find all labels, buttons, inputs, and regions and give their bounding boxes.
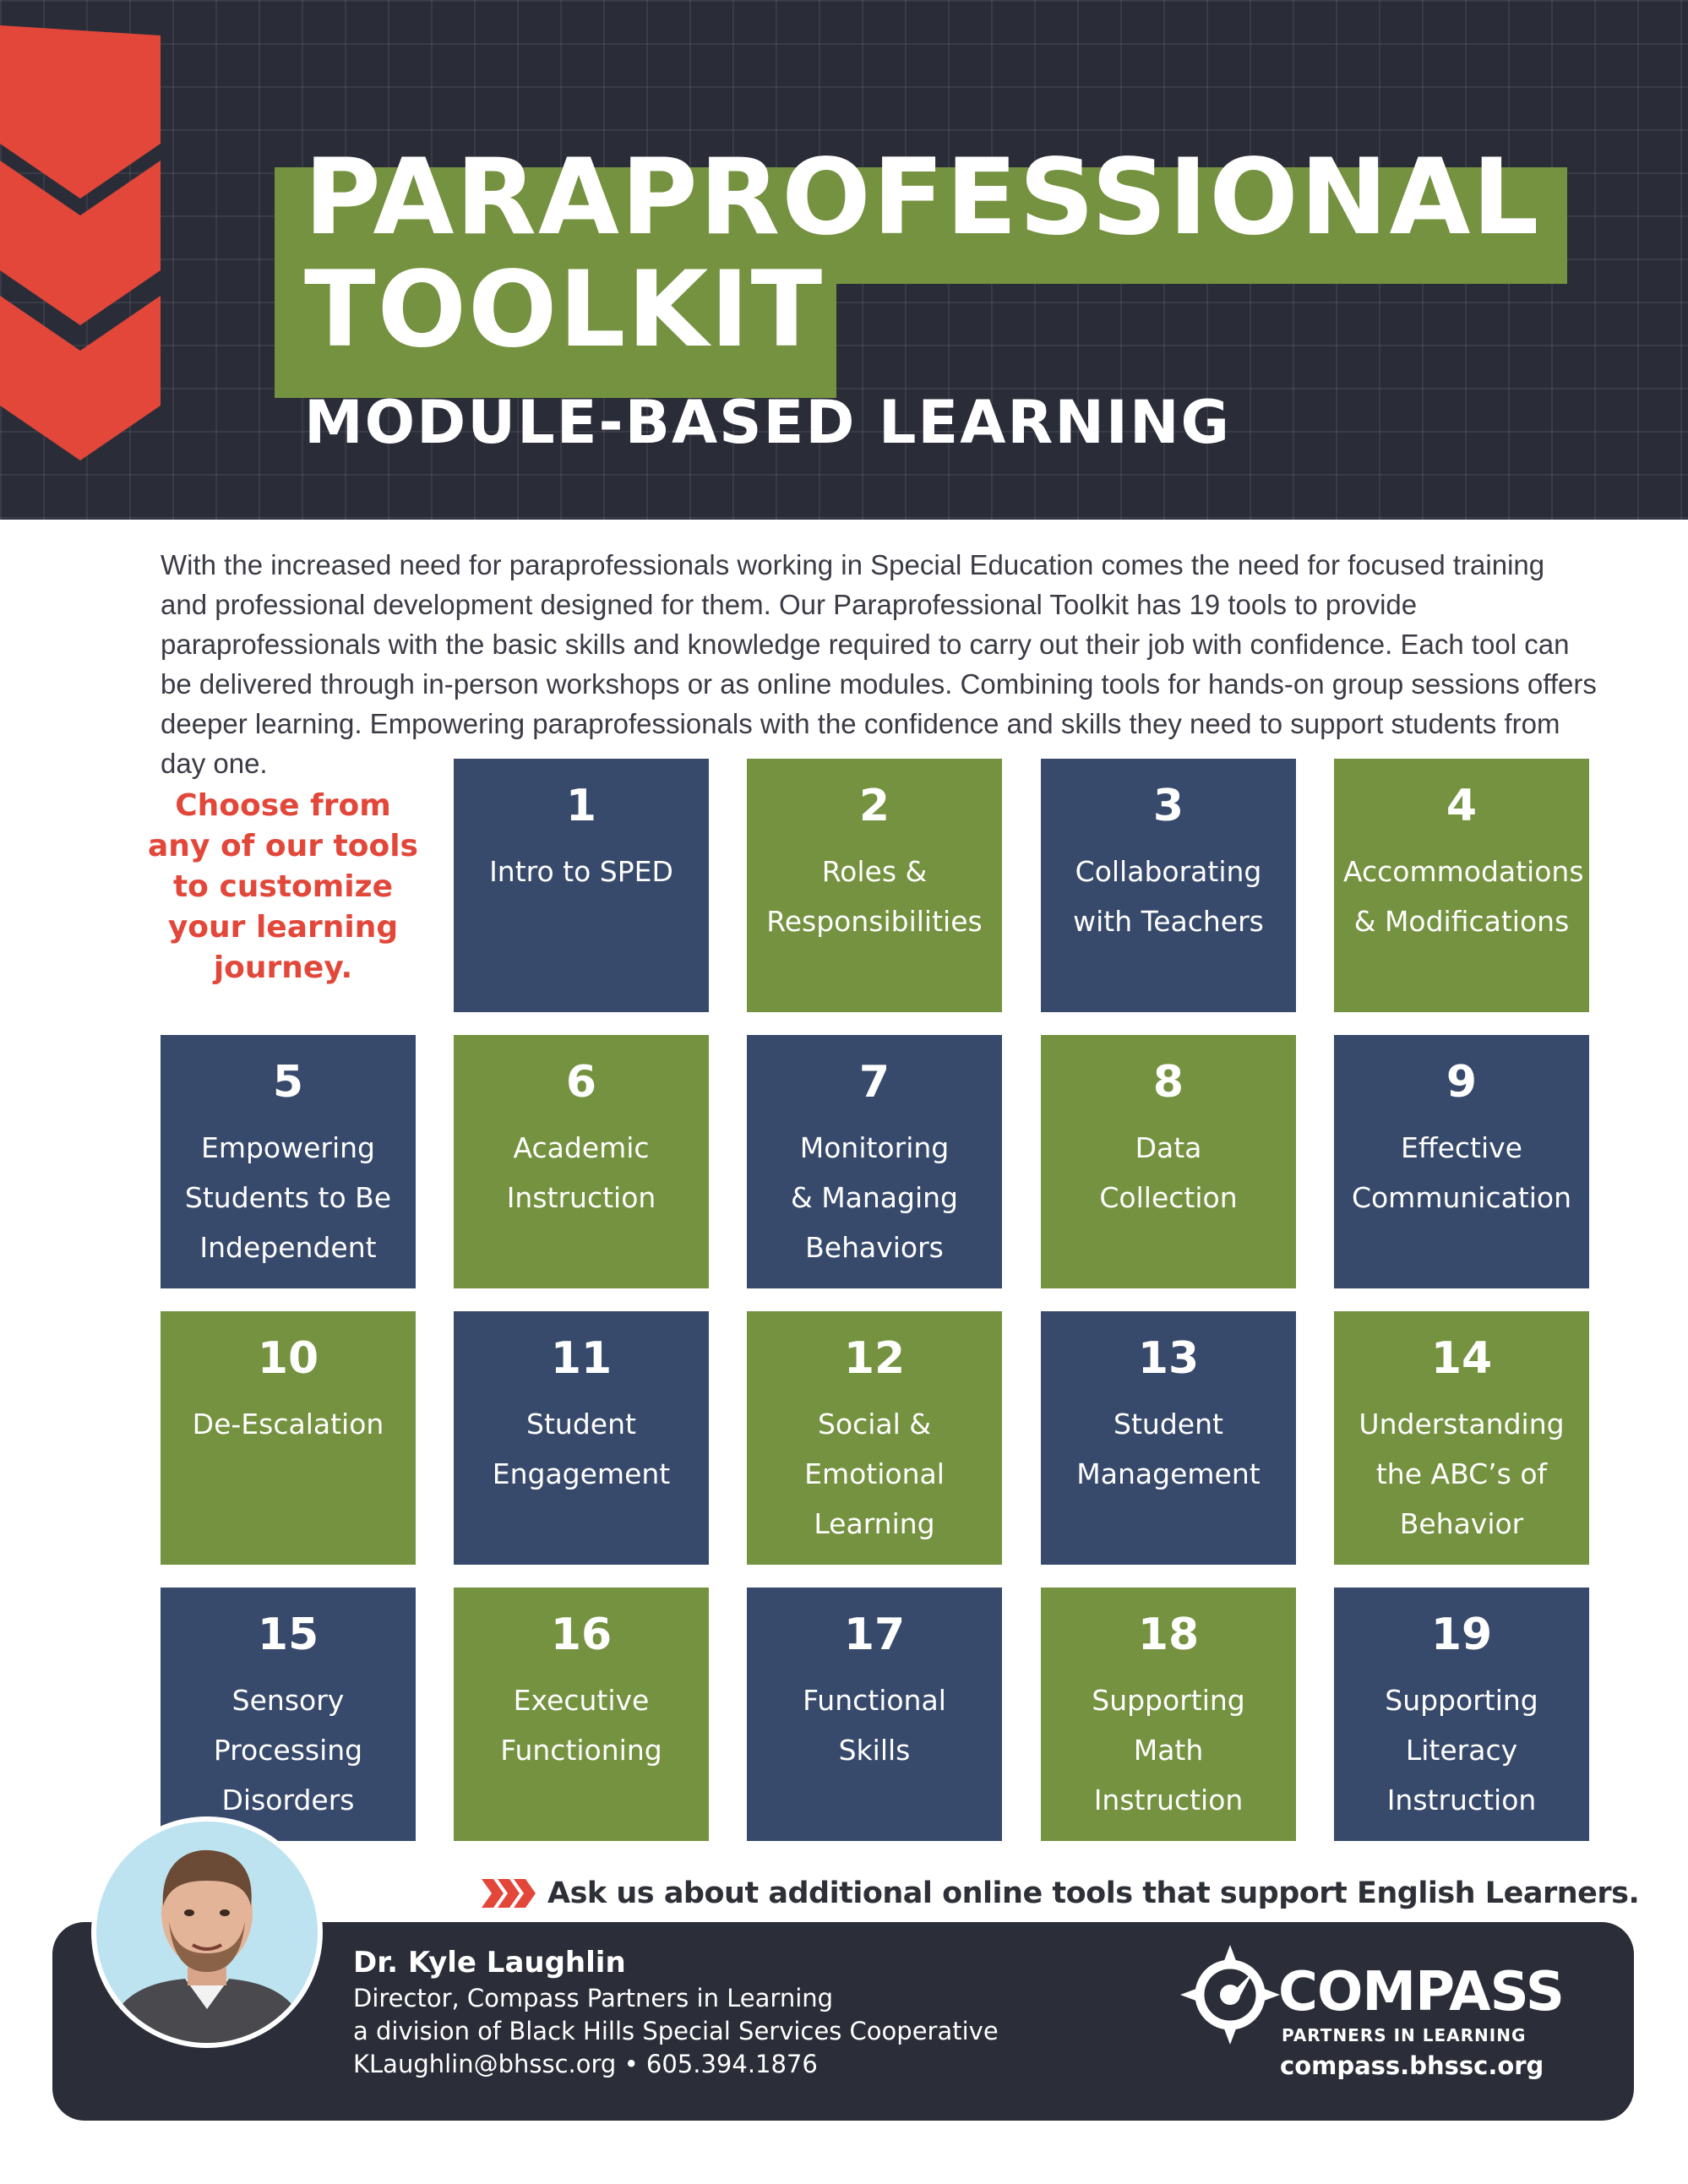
person-photo-icon: [96, 1822, 318, 2043]
note-text: Ask us about additional online tools that support English Learners.: [547, 1876, 1640, 1910]
website-link[interactable]: compass.bhssc.org: [1280, 2051, 1544, 2080]
compass-logo: [1179, 1943, 1576, 2104]
tool-name: Supporting Literacy Instruction: [1385, 1684, 1538, 1816]
tool-tile: [1334, 1311, 1589, 1565]
tool-tile: [1041, 759, 1296, 1012]
contact-name: Dr. Kyle Laughlin: [353, 1946, 626, 1980]
tool-tile: [1041, 1311, 1296, 1565]
tool-name: Collaborating with Teachers: [1073, 855, 1264, 938]
logo-wordmark: COMPASS: [1278, 1961, 1564, 2023]
tool-name: Accommodations & Modifications: [1343, 855, 1584, 938]
tool-number: 15: [257, 1609, 319, 1660]
tool-name: Sensory Processing Disorders: [213, 1684, 363, 1816]
triple-chevron-icon: [482, 1879, 536, 1908]
header-banner: [0, 0, 1688, 520]
tool-number: 5: [272, 1057, 304, 1108]
english-learners-note: [482, 1870, 1639, 1917]
tool-number: 14: [1430, 1333, 1493, 1384]
tool-number: 2: [858, 781, 890, 831]
contact-organization: a division of Black Hills Special Services Cooperative: [353, 2017, 999, 2045]
tool-number: 3: [1152, 781, 1184, 831]
tool-name: Understanding the ABC’s of Behavior: [1359, 1408, 1565, 1540]
tool-tile: [161, 1588, 416, 1841]
tool-name: De-Escalation: [192, 1408, 384, 1441]
contact-email-phone: [353, 2048, 999, 2081]
contact-details: [353, 1943, 999, 2081]
tool-number: 7: [858, 1057, 890, 1108]
tool-name: Effective Communication: [1351, 1131, 1572, 1214]
tool-number: 16: [550, 1609, 613, 1660]
tool-name: Social & Emotional Learning: [804, 1408, 945, 1540]
tool-tile: [161, 1311, 416, 1565]
tool-number: 19: [1430, 1609, 1493, 1660]
tool-number: 12: [843, 1333, 906, 1384]
contact-email[interactable]: KLaughlin@bhssc.org: [353, 2050, 617, 2078]
tool-name: Data Collection: [1099, 1131, 1238, 1214]
tool-name: Empowering Students to Be Independent: [184, 1131, 392, 1264]
tool-name: Supporting Math Instruction: [1092, 1684, 1245, 1816]
page-title-line2: TOOLKIT: [304, 249, 825, 371]
tool-tile: [454, 1311, 709, 1565]
tool-tile: [454, 759, 709, 1012]
tool-tile: [747, 1035, 1002, 1288]
tool-tile: [1334, 1035, 1589, 1288]
tool-tile: [161, 1035, 416, 1288]
tool-number: 1: [565, 781, 597, 831]
tool-name: Student Engagement: [492, 1408, 671, 1490]
tool-number: 10: [257, 1333, 319, 1384]
tool-number: 18: [1137, 1609, 1200, 1660]
tool-name: Student Management: [1076, 1408, 1261, 1490]
tool-tile: [747, 1588, 1002, 1841]
tool-number: 17: [843, 1609, 906, 1660]
chevron-stack-icon: [0, 25, 161, 498]
tool-number: 13: [1137, 1333, 1200, 1384]
page-title-line1: PARAPROFESSIONAL: [304, 137, 1541, 259]
tool-number: 9: [1446, 1057, 1478, 1108]
tool-name: Monitoring & Managing Behaviors: [790, 1131, 959, 1264]
tool-name: Roles & Responsibilities: [766, 855, 983, 938]
avatar: [91, 1816, 323, 2048]
tool-tile: [747, 759, 1002, 1012]
tool-tile: [454, 1588, 709, 1841]
separator-dot: •: [623, 2050, 639, 2078]
tool-tile: [1334, 759, 1589, 1012]
tool-number: 8: [1152, 1057, 1184, 1108]
logo-tagline: PARTNERS IN LEARNING: [1282, 2025, 1527, 2045]
contact-phone[interactable]: 605.394.1876: [645, 2050, 818, 2078]
tool-name: Academic Instruction: [506, 1131, 656, 1214]
tool-tile: [1041, 1035, 1296, 1288]
contact-title: Director, Compass Partners in Learning: [353, 1984, 834, 2012]
tool-tile: [747, 1311, 1002, 1565]
tool-number: 11: [550, 1333, 613, 1384]
page-subtitle: MODULE-BASED LEARNING: [304, 388, 1231, 457]
tool-name: Executive Functioning: [500, 1684, 662, 1767]
tool-number: 4: [1446, 781, 1478, 831]
callout-text: Choose from any of our tools to customize your learning journey.: [148, 788, 418, 985]
compass-icon: [1179, 1943, 1282, 2046]
tool-tile: [454, 1035, 709, 1288]
tool-tile: [1334, 1588, 1589, 1841]
tool-tile: [1041, 1588, 1296, 1841]
tool-name: Intro to SPED: [489, 855, 673, 888]
tool-name: Functional Skills: [803, 1684, 946, 1767]
tool-number: 6: [565, 1057, 597, 1108]
intro-paragraph: With the increased need for paraprofessionals working in Special Education comes the need for focused training and professional development designed for them. Our Paraprofessional Toolkit has 19 tools to provide paraprofessionals with the basic skills and knowledge required to carry out their job with confidence. Each tool can be delivered through in-person workshops or as online modules. Combining tools for hands-on group sessions offers deeper learning. Empowering paraprofessionals with the confidence and skills they need to support students from day one.: [161, 549, 1597, 779]
